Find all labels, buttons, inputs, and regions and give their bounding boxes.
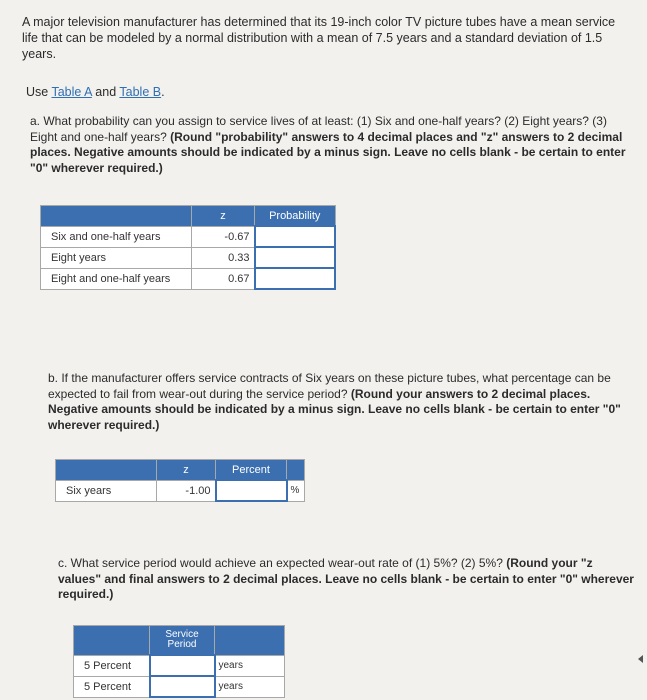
- part-c-instructions: (Round your "z values" and final answers to 2 decimal places. Leave no cells blank - be certain to enter "0" wherever required.): [58, 556, 634, 601]
- part-b-table: [55, 459, 305, 502]
- service-period-cell[interactable]: [150, 676, 215, 697]
- percent-cell[interactable]: [216, 480, 287, 501]
- table-b-link[interactable]: Table B: [119, 85, 162, 99]
- table-row: [41, 226, 336, 247]
- part-c-question: [58, 556, 634, 603]
- table-row: [74, 676, 285, 697]
- row-label: Six years: [56, 480, 157, 501]
- part-b-question: [48, 371, 628, 433]
- table-row: [41, 247, 336, 268]
- service-period-input[interactable]: [151, 658, 214, 673]
- part-c-header-blank: [74, 626, 150, 656]
- z-value: -0.67: [192, 226, 255, 247]
- part-a-instructions: (Round "probability" answers to 4 decimal places and "z" answers to 2 decimal places. Negative amounts should be indicated by a minus sign. Leave no cells blank - be certain to enter "0" wherever required.): [30, 129, 626, 175]
- part-c-header-unit-blank: [215, 626, 285, 656]
- years-unit: years: [215, 655, 285, 676]
- part-b-header-z: z: [157, 460, 216, 481]
- part-c-table: [73, 625, 285, 698]
- use-prefix: Use: [26, 85, 52, 99]
- service-period-input[interactable]: [151, 679, 214, 694]
- part-b-header-unit-blank: [287, 460, 305, 481]
- row-label: Six and one-half years: [41, 226, 192, 247]
- use-suffix: .: [161, 85, 165, 99]
- table-row: [74, 655, 285, 676]
- percent-input[interactable]: [217, 483, 286, 498]
- z-value: 0.67: [192, 268, 255, 289]
- row-label: Eight and one-half years: [41, 268, 192, 289]
- years-unit: years: [215, 676, 285, 697]
- probability-input[interactable]: [256, 229, 335, 244]
- part-c-header-row: [74, 626, 285, 656]
- table-a-link[interactable]: Table A: [51, 85, 92, 99]
- part-b-text: b. If the manufacturer offers service contracts of Six years on these picture tubes, what percentage can be expected to fail from wear-out during the service period?: [48, 371, 611, 401]
- probability-cell[interactable]: [255, 247, 336, 268]
- row-label: 5 Percent: [74, 655, 150, 676]
- part-b-header-percent: Percent: [216, 460, 287, 481]
- z-value: 0.33: [192, 247, 255, 268]
- probability-input[interactable]: [256, 250, 335, 265]
- part-a-header-blank: [41, 206, 192, 227]
- percent-unit: %: [287, 480, 305, 501]
- probability-cell[interactable]: [255, 268, 336, 289]
- table-row: [56, 480, 305, 501]
- part-b-header-blank: [56, 460, 157, 481]
- part-a-question: [30, 114, 628, 176]
- part-b-instructions: (Round your answers to 2 decimal places. Negative amounts should be indicated by a minus sign. Leave no cells blank - be certain to enter "0" wherever required.): [48, 386, 621, 432]
- probability-input[interactable]: [256, 271, 335, 286]
- row-label: 5 Percent: [74, 676, 150, 697]
- part-a-header-row: [41, 206, 336, 227]
- scroll-left-arrow-icon[interactable]: [638, 655, 643, 663]
- part-a-text: a. What probability can you assign to service lives of at least: (1) Six and one-half years? (2) Eight years? (3) Eight and one-half years?: [30, 114, 607, 144]
- part-a-table: [40, 205, 336, 290]
- part-b-header-row: [56, 460, 305, 481]
- table-row: [41, 268, 336, 289]
- use-and: and: [91, 85, 120, 99]
- use-tables-line: [26, 84, 165, 100]
- service-period-cell[interactable]: [150, 655, 215, 676]
- part-a-header-z: z: [192, 206, 255, 227]
- part-c-header-service-period: Service Period: [150, 626, 215, 656]
- probability-cell[interactable]: [255, 226, 336, 247]
- part-a-header-probability: Probability: [255, 206, 336, 227]
- z-value: -1.00: [157, 480, 216, 501]
- row-label: Eight years: [41, 247, 192, 268]
- problem-intro: A major television manufacturer has determined that its 19-inch color TV picture tubes have a mean service life that can be modeled by a normal distribution with a mean of 7.5 years and a standard deviation of 1.5 years.: [22, 15, 616, 61]
- part-c-text: c. What service period would achieve an expected wear-out rate of (1) 5%? (2) 5%?: [58, 556, 507, 570]
